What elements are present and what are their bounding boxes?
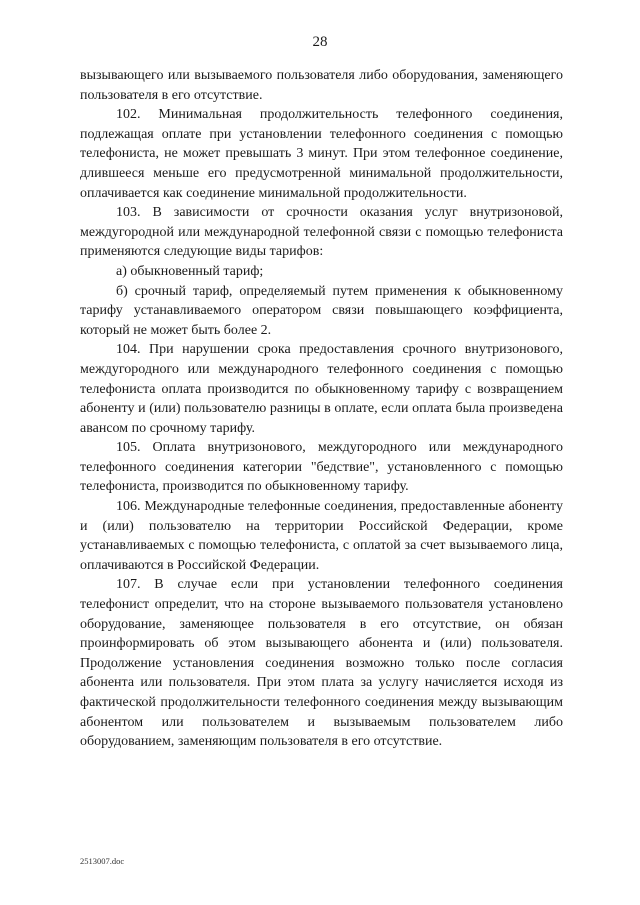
paragraph-105: 105. Оплата внутризонового, междугородного или международного телефонного соединения категории "бедствие", установленного с помощью телефониста, производится по обыкновенному тарифу. xyxy=(80,440,563,495)
document-body xyxy=(80,66,563,752)
paragraph-103-item-a: а) обыкновенный тариф; xyxy=(116,263,264,279)
paragraph-103: 103. В зависимости от срочности оказания услуг внутризоновой, междугородной или международной телефонной связи с помощью телефониста применяются следующие виды тарифов: xyxy=(80,205,563,260)
paragraph-103-item-b: б) срочный тариф, определяемый путем применения к обыкновенному тарифу устанавливаемого оператором связи повышающего коэффициента, который не может быть более 2. xyxy=(80,283,563,338)
page-number: 28 xyxy=(312,34,328,50)
paragraph-continuation: вызывающего или вызываемого пользователя либо оборудования, заменяющего пользователя в его отсутствие. xyxy=(80,68,563,103)
paragraph-107: 107. В случае если при установлении телефонного соединения телефонист определит, что на стороне вызываемого пользователя установлено оборудование, заменяющее пользователя в его отсутствие, он обязан проинформировать об этом вызывающего абонента и (или) пользователя. Продолжение установления соединения возможно только после согласия абонента или пользователя. При этом плата за услугу начисляется исходя из фактической продолжительности телефонного соединения между вызывающим абонентом или пользователем и вызываемым пользователем либо оборудованием, заменяющим пользователя в его отсутствие. xyxy=(80,577,563,750)
footer-filename: 2513007.doc xyxy=(80,856,125,866)
paragraph-106: 106. Международные телефонные соединения, предоставленные абоненту и (или) пользователю на территории Российской Федерации, кроме устанавливаемых с помощью телефониста, с оплатой за счет вызываемого лица, оплачиваются в Российской Федерации. xyxy=(80,499,563,573)
paragraph-104: 104. При нарушении срока предоставления срочного внутризонового, междугородного или международного телефонного соединения с помощью телефониста оплата производится по обыкновенному тарифу с возвращением абоненту и (или) пользователю разницы в оплате, если оплата была произведена авансом по срочному тарифу. xyxy=(80,342,563,436)
paragraph-102: 102. Минимальная продолжительность телефонного соединения, подлежащая оплате при установлении телефонного соединения с помощью телефониста, не может превышать 3 минут. При этом телефонное соединение, длившееся меньше его предусмотренной минимальной продолжительности, оплачивается как соединение минимальной продолжительности. xyxy=(80,107,563,201)
